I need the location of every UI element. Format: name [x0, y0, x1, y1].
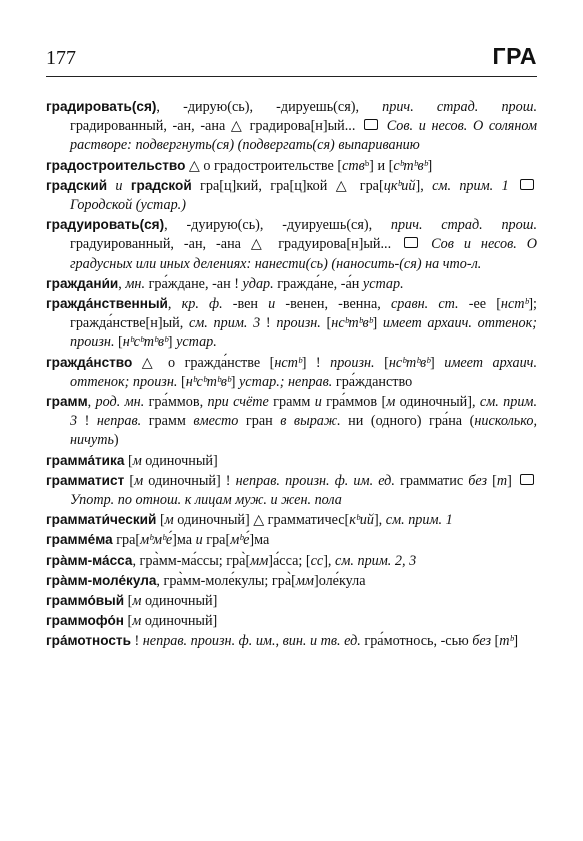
italic-note: нсᵇтᵇвᵇ: [388, 354, 431, 371]
italic-note: нстᵇ: [274, 354, 302, 371]
italic-note: без: [468, 472, 488, 489]
entry-text: гра[: [112, 532, 141, 549]
entry-text: [: [156, 512, 165, 529]
headword: градостроительство: [46, 157, 186, 173]
italic-note: цкᵇий: [383, 177, 416, 194]
italic-note: нисколько, ничуть: [70, 413, 538, 449]
entry-text: грамм: [141, 413, 194, 430]
italic-note: без: [472, 633, 491, 650]
headword: граммати́ческий: [46, 512, 157, 528]
square-mark-icon: [364, 119, 378, 130]
italic-note: см. прим. 2, 3: [335, 552, 417, 569]
entry-text: одиночный],: [395, 394, 480, 411]
entry-text: [: [320, 315, 332, 332]
running-head: ГРА: [492, 43, 537, 69]
headword: градской: [130, 177, 192, 193]
entry-text: ]ма: [172, 532, 196, 549]
italic-note: Употр. по отнош. к лицам муж. и жен. пола: [70, 492, 342, 509]
entry-text: грамматис: [394, 472, 469, 489]
square-mark-icon: [520, 474, 534, 485]
italic-note: м: [132, 593, 142, 610]
italic-note: нᵇсᵇтᵇвᵇ: [122, 334, 168, 351]
dictionary-entry: [46, 571, 537, 591]
entry-text: ]: [372, 315, 383, 332]
entry-text: [: [114, 334, 123, 351]
headword: гра̀мм-моле́кула: [46, 572, 157, 588]
headword: гра́мотность: [46, 633, 131, 649]
headword: градировать(ся): [46, 99, 157, 114]
headword: гражда́нственный: [46, 296, 168, 312]
entry-text: !: [77, 413, 97, 430]
entry-text: одиночный]: [141, 613, 218, 630]
entry-text: гра́жданство: [332, 373, 413, 390]
entry-text: △ о градостроительстве [: [185, 157, 343, 174]
italic-note: мᵇмᵇе́: [140, 532, 173, 549]
italic-note: мᵇе́: [230, 532, 250, 549]
entry-text: ]: [230, 373, 239, 390]
italic-note: и: [314, 394, 322, 411]
italic-note: произн.: [330, 354, 375, 371]
entry-text: гра́мотнось, -сью: [360, 633, 473, 650]
entry-text: одиночный] △ грамматичес[: [173, 512, 350, 529]
entry-text: -венен, -венна,: [275, 296, 391, 313]
entry-text: [: [124, 593, 133, 610]
italic-note: см. прим. 3: [70, 394, 538, 430]
italic-note: и: [107, 177, 131, 194]
entry-text: !: [260, 315, 277, 332]
entry-text: !: [130, 633, 143, 650]
entry-text: гран: [238, 413, 281, 430]
dictionary-entry: [46, 530, 537, 550]
headword: граждани́и: [46, 275, 119, 291]
entry-text: гра́ммов,: [144, 394, 208, 411]
dictionary-entry: [46, 451, 537, 471]
italic-note: устар.: [362, 275, 404, 292]
italic-note: устар.; неправ.: [239, 373, 333, 390]
dictionary-entry: [46, 591, 537, 611]
entry-text: гра[ц]кий, гра[ц]кой △ гра[: [191, 177, 384, 194]
entry-text: одиночный] !: [143, 472, 236, 489]
italic-note: м: [164, 512, 174, 529]
italic-note: Сов. и несов. О соляном растворе: подвергнуть(ся) (подвергать(ся) выпариванию: [70, 118, 537, 154]
entry-text: ]: [427, 157, 433, 174]
dictionary-entry: [46, 353, 537, 392]
headword: гра̀мм-ма́сса: [46, 552, 133, 568]
page-header: [46, 44, 537, 70]
italic-note: неправ.: [96, 413, 142, 430]
headword: грамме́ма: [46, 532, 113, 548]
italic-note: нᵇсᵇтᵇвᵇ: [185, 373, 231, 390]
italic-note: м: [386, 394, 396, 411]
entry-text: грамм: [268, 394, 315, 411]
entry-text: ]; гражда́нстве[н]ый,: [70, 296, 537, 332]
italic-note: Городской (устар.): [70, 197, 186, 214]
entry-text: ᵇ] и [: [364, 157, 394, 174]
entry-text: [: [124, 472, 135, 489]
italic-note: неправ. произн. ф. им. ед.: [235, 472, 395, 489]
dictionary-entry: [46, 551, 537, 571]
entry-text: -ее [: [458, 296, 501, 313]
entry-text: гра́ждане, -ан !: [145, 275, 243, 292]
italic-note: вместо: [193, 413, 239, 430]
italic-note: кр. ф.: [181, 296, 223, 313]
header-rule: [46, 76, 537, 77]
headword: гражда́нство: [46, 354, 133, 370]
italic-note: удар.: [242, 275, 274, 292]
italic-note: неправ. произн. ф. им., вин. и тв. ед.: [142, 633, 361, 650]
entry-text: , -дирую(сь), -дируешь(ся),: [156, 99, 383, 115]
dictionary-entry: [46, 97, 537, 156]
italic-note: в выраж.: [280, 413, 341, 430]
entry-text: [: [491, 633, 500, 650]
italic-note: мм: [250, 552, 269, 569]
entry-text: ,: [167, 296, 182, 313]
entry-text: ]а́сса; [: [268, 552, 311, 569]
entry-text: ]: [430, 354, 445, 371]
italic-note: и: [268, 296, 276, 313]
entry-text: [: [124, 452, 133, 469]
entry-text: гра́ммов [: [321, 394, 387, 411]
italic-note: нсᵇтᵇвᵇ: [331, 315, 373, 332]
dictionary-entry: [46, 392, 537, 451]
italic-note: прич. страд. прош.: [390, 217, 537, 234]
dictionary-entry: [46, 611, 537, 631]
headword: граммо́вый: [46, 593, 125, 609]
entry-text: ] !: [301, 354, 331, 371]
italic-note: см. прим. 1: [432, 177, 509, 194]
entry-text: ,: [118, 275, 126, 292]
entry-text: гра[: [202, 532, 231, 549]
dictionary-entry: [46, 471, 537, 510]
entry-text: [: [177, 373, 186, 390]
entry-text: ): [113, 432, 119, 449]
dictionary-entry: [46, 510, 537, 530]
entry-text: , гра̀мм-моле́кулы; гра̀[: [156, 572, 296, 589]
italic-note: сравн. ст.: [390, 296, 459, 313]
entry-text: ]: [513, 633, 519, 650]
entries-list: [46, 97, 537, 652]
italic-note: при счёте: [207, 394, 269, 411]
italic-note: м: [134, 472, 144, 489]
entry-text: -вен: [222, 296, 269, 313]
italic-note: имеет архаич. оттенок; произн.: [70, 354, 538, 390]
italic-note: сᵇтᵇвᵇ: [393, 157, 428, 174]
entry-text: ]ма: [249, 532, 270, 549]
dictionary-entry: [46, 215, 537, 274]
entry-text: гражда́не, -а́н: [273, 275, 363, 292]
italic-note: нстᵇ: [500, 296, 529, 313]
entry-text: ]оле́кула: [313, 572, 366, 589]
page-number: 177: [46, 47, 76, 69]
entry-text: △ о гражда́нстве [: [132, 354, 275, 371]
entry-text: , гра̀мм-ма́ссы; гра̀[: [132, 552, 251, 569]
entry-text: ],: [373, 512, 386, 529]
entry-text: ],: [323, 552, 336, 569]
headword: градуировать(ся): [46, 217, 165, 233]
italic-note: м: [132, 613, 142, 630]
italic-note: мн.: [125, 275, 146, 292]
entry-text: ]: [167, 334, 177, 351]
headword: грамм: [46, 394, 88, 410]
entry-text: ],: [415, 177, 433, 194]
dictionary-entry: [46, 631, 537, 651]
italic-note: м: [132, 452, 142, 469]
entry-text: градуированный, -ан, -ана △ градуирова[н]ый...: [70, 236, 402, 253]
entry-text: , -дуирую(сь), -дуируешь(ся),: [164, 217, 391, 234]
italic-note: произн.: [276, 315, 321, 332]
dictionary-entry: [46, 274, 537, 294]
entry-text: одиночный]: [141, 452, 218, 469]
italic-note: устар.: [176, 334, 217, 351]
italic-note: т: [496, 472, 508, 489]
headword: градский: [46, 177, 108, 193]
entry-text: ,: [87, 394, 96, 411]
italic-note: прич. страд. прош.: [382, 99, 537, 115]
entry-text: ни (одного) гра́на (: [340, 413, 475, 430]
entry-text: ]: [507, 472, 517, 489]
italic-note: сс: [310, 552, 324, 569]
square-mark-icon: [404, 237, 418, 248]
entry-text: [: [374, 354, 389, 371]
headword: грамма́тика: [46, 452, 125, 468]
headword: грамматист: [46, 472, 125, 488]
italic-note: тᵇ: [499, 633, 514, 650]
entry-text: одиночный]: [141, 593, 218, 610]
italic-note: имеет архаич. оттенок; произн.: [70, 315, 537, 351]
dictionary-entry: [46, 156, 537, 176]
entry-text: [: [487, 472, 497, 489]
dictionary-entry: [46, 294, 537, 353]
italic-note: кᵇий: [349, 512, 374, 529]
entry-text: [509, 178, 517, 194]
italic-note: см. прим. 1: [385, 512, 453, 529]
entry-text: [: [124, 613, 133, 630]
square-mark-icon: [520, 179, 534, 190]
italic-note: мм: [295, 572, 314, 589]
italic-note: род. мн.: [95, 394, 145, 411]
italic-note: см. прим. 3: [188, 315, 261, 332]
entry-text: градированный, -ан, -ана △ градирова[н]ый...: [70, 118, 362, 135]
italic-note: и: [195, 532, 203, 549]
headword: граммофо́н: [46, 613, 124, 629]
italic-note: ств: [342, 157, 365, 174]
dictionary-entry: [46, 176, 537, 215]
italic-note: Сов и несов. О градусных или иных делениях: нанести(сь) (наносить-(ся) на что-л.: [70, 236, 538, 272]
